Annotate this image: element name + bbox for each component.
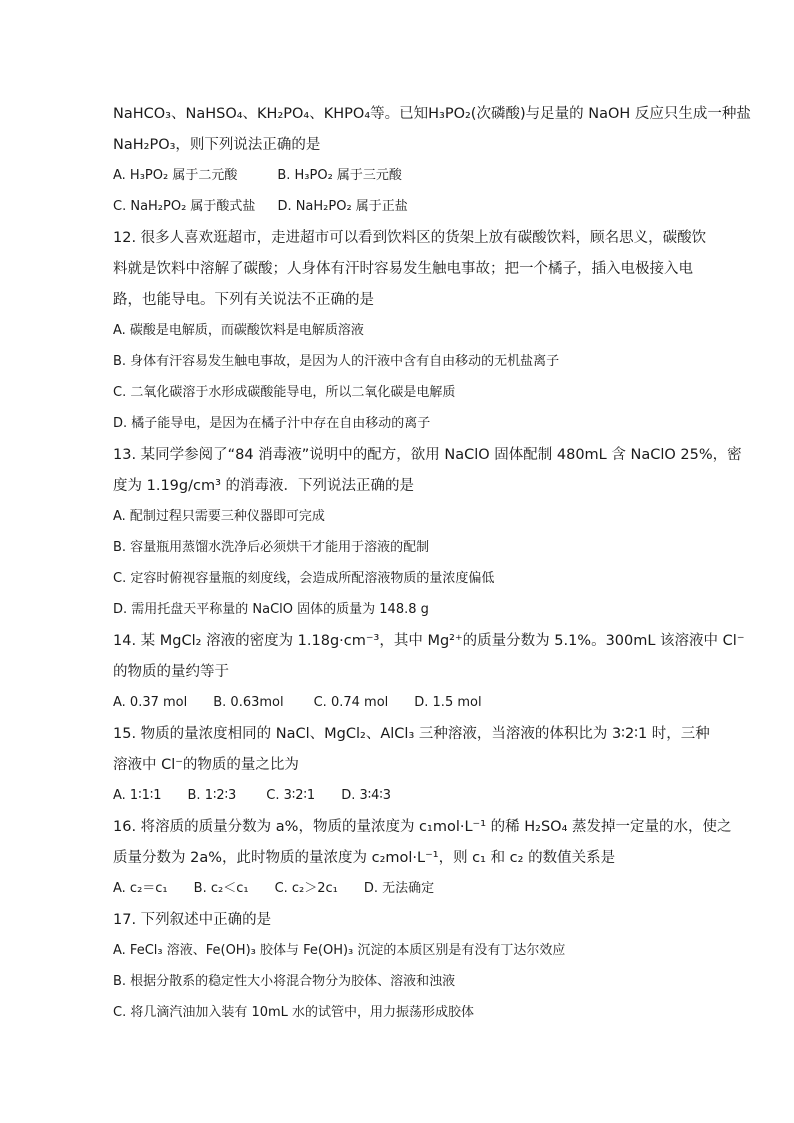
option-row [113,166,402,186]
question-text-line: 17. 下列叙述中正确的是 [113,912,272,928]
option-c: C. NaH₂PO₂ 属于酸式盐 [113,199,256,214]
option-d: D. 1.5 mol [414,695,482,710]
option-row [113,197,408,217]
option-b: B. c₂＜c₁ [193,881,249,896]
option-b: B. H₃PO₂ 属于三元酸 [277,168,402,183]
option-c: C. 3∶2∶1 [266,788,316,803]
question-text-line: 的物质的量约等于 [113,664,229,680]
question-text-line: 溶液中 Cl⁻的物质的量之比为 [113,757,299,773]
option-b: B. 0.63mol [213,695,284,710]
option-row [113,693,482,713]
question-text-line: NaH₂PO₃，则下列说法正确的是 [113,137,321,153]
question-text-line: 15. 物质的量浓度相同的 NaCl、MgCl₂、AlCl₃ 三种溶液，当溶液的体积比为 3∶2∶1 时，三种 [113,726,710,742]
question-text-line: 度为 1.19g/cm³ 的消毒液．下列说法正确的是 [113,478,415,494]
option-d: D. NaH₂PO₂ 属于正盐 [277,199,408,214]
option-d: D. 3∶4∶3 [341,788,392,803]
option-a: A. 碳酸是电解质，而碳酸饮料是电解质溶液 [113,323,364,338]
option-c: C. 将几滴汽油加入装有 10mL 水的试管中，用力振荡形成胶体 [113,1005,475,1020]
question-text-line: 路，也能导电。下列有关说法不正确的是 [113,292,374,308]
question-text-line: 16. 将溶质的质量分数为 a%，物质的量浓度为 c₁mol·L⁻¹ 的稀 H₂SO₄ 蒸发掉一定量的水，使之 [113,819,732,835]
question-text-line: 14. 某 MgCl₂ 溶液的密度为 1.18g·cm⁻³，其中 Mg²⁺的质量分数为 5.1%。300mL 该溶液中 Cl⁻ [113,633,745,649]
option-c: C. 0.74 mol [313,695,389,710]
question-text-line: 质量分数为 2a%，此时物质的量浓度为 c₂mol·L⁻¹，则 c₁ 和 c₂ 的数值关系是 [113,850,616,866]
option-b: B. 容量瓶用蒸馏水洗净后必须烘干才能用于溶液的配制 [113,540,430,555]
option-b: B. 身体有汗容易发生触电事故，是因为人的汗液中含有自由移动的无机盐离子 [113,354,560,369]
option-c: C. 定容时俯视容量瓶的刻度线，会造成所配溶液物质的量浓度偏低 [113,571,495,586]
option-row [113,786,391,806]
question-text-line: 13. 某同学参阅了“84 消毒液”说明中的配方，欲用 NaClO 固体配制 480mL 含 NaClO 25%，密 [113,447,742,463]
option-a: A. 0.37 mol [113,695,188,710]
option-c: C. c₂＞2c₁ [274,881,338,896]
question-text-line: 12. 很多人喜欢逛超市，走进超市可以看到饮料区的货架上放有碳酸饮料，顾名思义，碳酸饮 [113,230,707,246]
option-a: A. 1∶1∶1 [113,788,162,803]
option-c: C. 二氧化碳溶于水形成碳酸能导电，所以二氧化碳是电解质 [113,385,456,400]
option-row [113,879,434,899]
option-d: D. 橘子能导电，是因为在橘子汁中存在自由移动的离子 [113,416,431,431]
question-text-line: 料就是饮料中溶解了碳酸；人身体有汗时容易发生触电事故；把一个橘子，插入电极接入电 [113,261,693,277]
option-a: A. H₃PO₂ 属于二元酸 [113,168,238,183]
option-a: A. FeCl₃ 溶液、Fe(OH)₃ 胶体与 Fe(OH)₃ 沉淀的本质区别是有没有丁达尔效应 [113,943,566,958]
option-a: A. c₂＝c₁ [113,881,168,896]
option-a: A. 配制过程只需要三种仪器即可完成 [113,509,325,524]
option-d: D. 无法确定 [363,881,435,896]
option-b: B. 根据分散系的稳定性大小将混合物分为胶体、溶液和浊液 [113,974,456,989]
option-d: D. 需用托盘天平称量的 NaClO 固体的质量为 148.8 g [113,602,429,617]
option-b: B. 1∶2∶3 [187,788,237,803]
question-text-line: NaHCO₃、NaHSO₄、KH₂PO₄、KHPO₄等。已知H₃PO₂(次磷酸)与足量的 NaOH 反应只生成一种盐 [113,106,751,122]
